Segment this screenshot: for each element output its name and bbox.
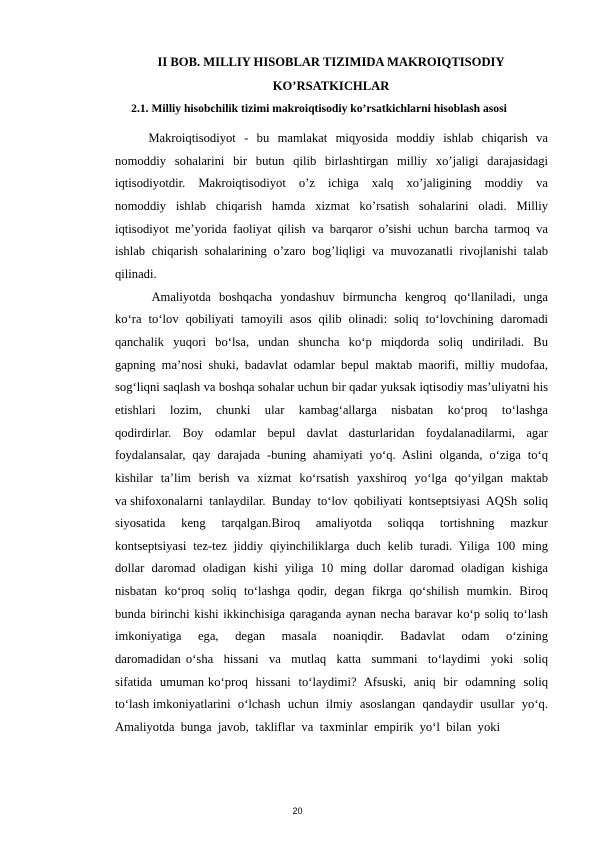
- chapter-title-line-2: KO’RSATKICHLAR: [272, 79, 390, 93]
- body-text: [115, 127, 555, 739]
- paragraph-1: Makroiqtisodiyot - bu mamlakat miqyosida moddiy ishlab chiqarish va nomoddiy sohalarini bir butun qilib birlashtirgan milliy xo’jaligi darajasidagi iqtisodiyotdir. Makroiqtisodiyot o’z ichiga xalq xo’jaligining moddiy va nomoddiy ishlab chiqarish hamda xizmat ko’rsatish sohalarini oladi. Milliy iqtisodiyot me’yorida faoliyat qilish va barqaror o’sishi uchun barcha tarmoq va ishlab chiqarish sohalarining o’zaro bog’liqligi va muvozanatli rivojlanishi talab qilinadi.: [115, 131, 552, 281]
- section-title: 2.1. Milliy hisobchilik tizimi makroiqtisodiy ko’rsatkichlarni hisoblash asosi: [131, 102, 507, 115]
- page-number: 20: [292, 806, 303, 816]
- chapter-title-line-1: II BOB. MILLIY HISOBLAR TIZIMIDA MAKROIQTISODIY: [157, 55, 505, 69]
- paragraph-2: Amaliyotda boshqacha yondashuv birmuncha kengroq qo‘llaniladi, unga ko‘ra to‘lov qobiliyati tamoyili asos qilib olinadi: soliq to‘lovchining daromadi qanchalik yuqori bo‘lsa, undan shuncha ko‘p miqdorda soliq undiriladi. Bu gapning ma’nosi shuki, badavlat odamlar bepul maktab maorifi, milliy mudofaa, sog‘liqni saqlash va boshqa sohalar uchun bir qadar yuksak iqtisodiy mas’uliyatni his etishlari lozim, chunki ular kambag‘allarga nisbatan ko‘proq to‘lashga qodirdirlar. Boy odamlar bepul davlat dasturlaridan foydalanadilarmi, agar foydalansalar, qay darajada -buning ahamiyati yo‘q. Aslini olganda, o‘ziga to‘q kishilar ta’lim berish va xizmat ko‘rsatish yaxshiroq yo‘lga qo‘yilgan maktab va shifoxonalarni tanlaydilar. Bunday to‘lov qobiliyati kontseptsiyasi AQSh soliq siyosatida keng tarqalgan.Biroq amaliyotda soliqqa tortishning mazkur kontseptsiyasi tez-tez jiddiy qiyinchiliklarga duch kelib turadi. Yiliga 100 ming dollar daromad oladigan kishi yiliga 10 ming dollar daromad oladigan kishiga nisbatan ko‘proq soliq to‘lashga qodir, degan fikrga qo‘shilish mumkin. Biroq bunda birinchi kishi ikkinchisiga qaraganda aynan necha baravar ko‘p soliq to‘lash imkoniyatiga ega, degan masala noaniqdir. Badavlat odam o‘zining daromadidan o‘sha hissani va mutlaq katta summani to‘laydimi yoki soliq sifatida umuman ko‘proq hissani to‘laydimi? Afsuski, aniq bir odamning soliq to‘lash imkoniyatlarini o‘lchash uchun ilmiy asoslangan qandaydir usullar yo‘q. Amaliyotda bunga javob, takliflar va taxminlar empirik yo‘l bilan yoki: [115, 289, 555, 735]
